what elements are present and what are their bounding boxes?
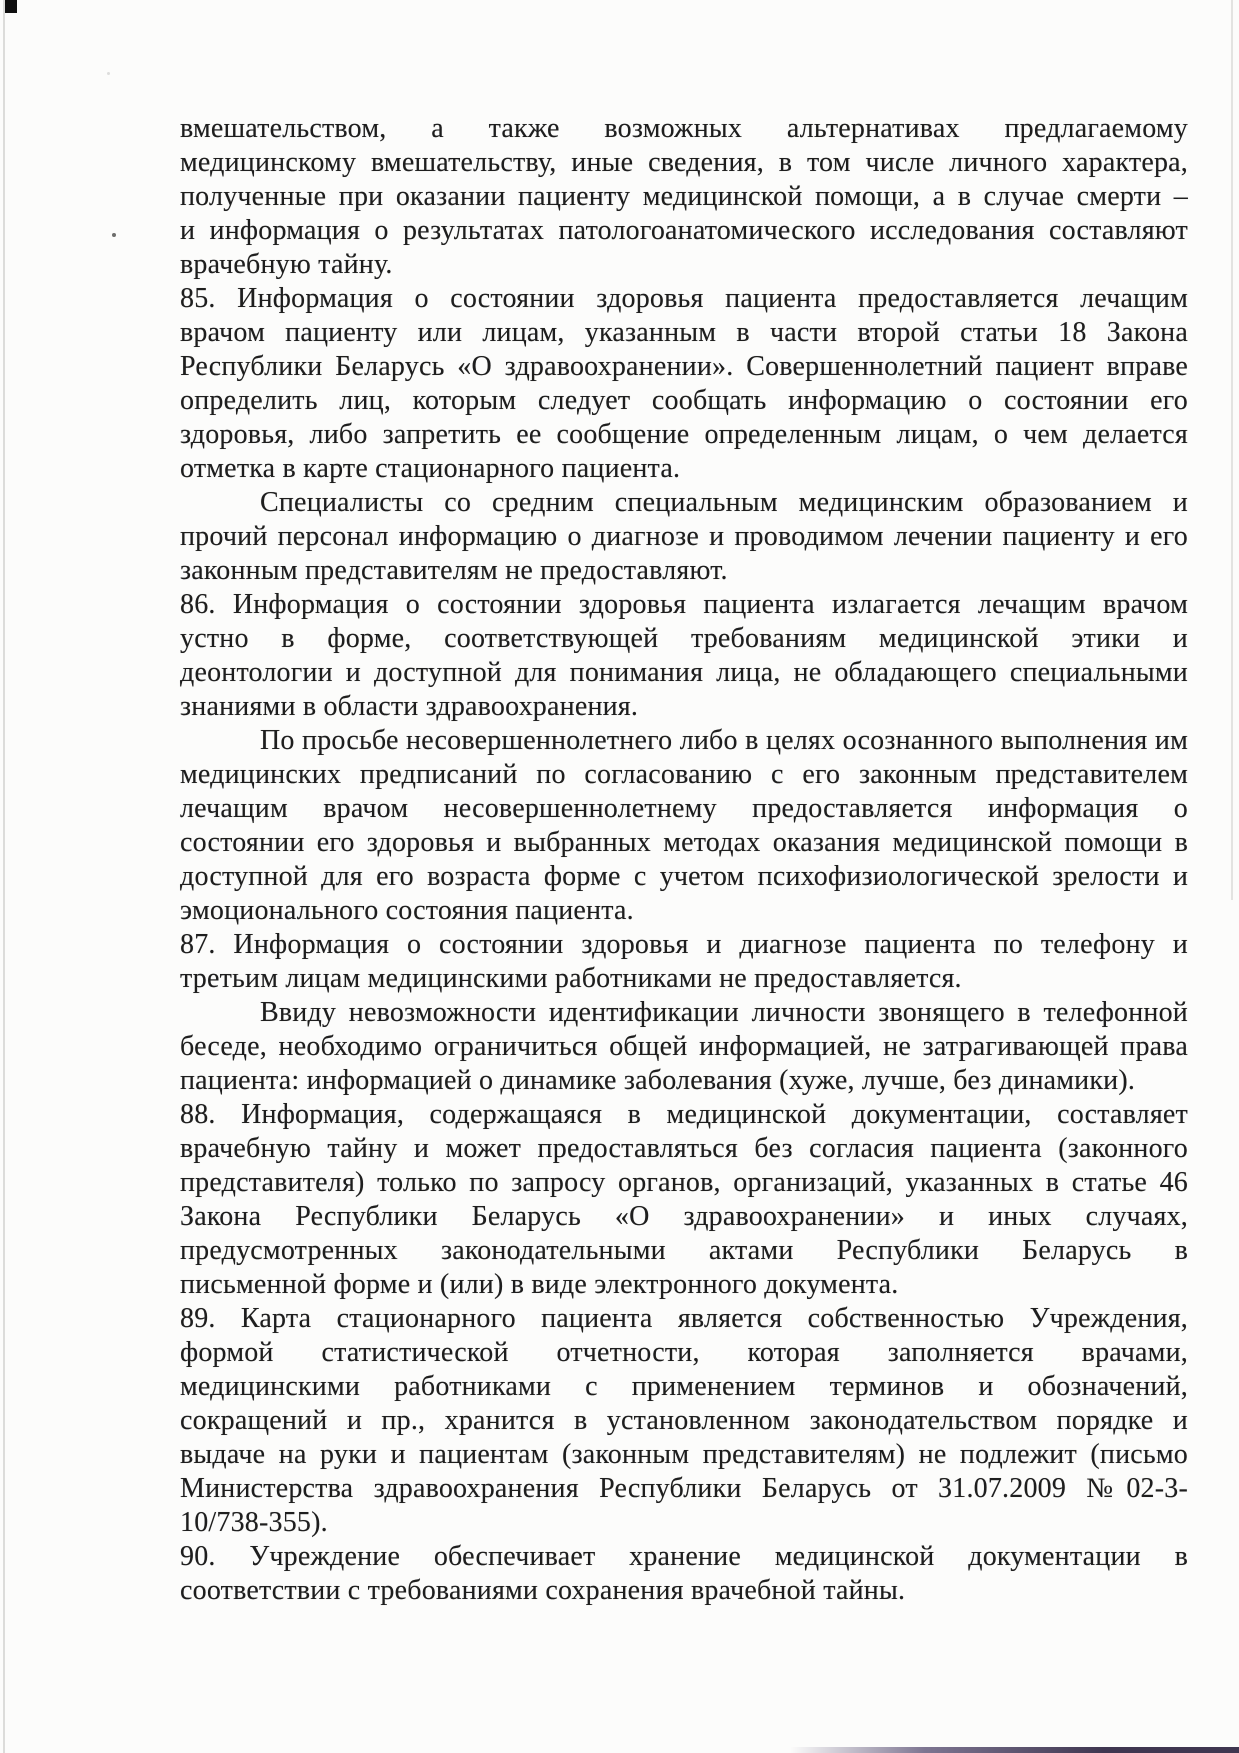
text-line: лечащим врачом несовершеннолетнему предоставляется информация о [180, 793, 1188, 824]
scan-speck-faint [107, 72, 110, 75]
text-line: формой статистической отчетности, которая заполняется врачами, [180, 1337, 1188, 1368]
text-line: врачебную тайну и может предоставляться без согласия пациента (законного [180, 1133, 1188, 1164]
text-line: сокращений и пр., хранится в установленном законодательством порядке и [180, 1405, 1188, 1436]
text-line: 88. Информация, содержащаяся в медицинской документации, составляет [180, 1099, 1188, 1130]
text-line: представителя) только по запросу органов, организаций, указанных в статье 46 [180, 1167, 1188, 1198]
text-line: прочий персонал информацию о диагнозе и проводимом лечении пациенту и его [180, 521, 1188, 552]
scan-edge-line-left [3, 0, 5, 1753]
text-line: 86. Информация о состоянии здоровья пациента излагается лечащим врачом [180, 589, 1188, 620]
text-line: третьим лицам медицинскими работниками не предоставляется. [180, 963, 962, 994]
text-line: и информация о результатах патологоанатомического исследования составляют [180, 215, 1188, 246]
text-line: медицинскому вмешательству, иные сведения, в том числе личного характера, [180, 147, 1188, 178]
text-line: 87. Информация о состоянии здоровья и диагнозе пациента по телефону и [180, 929, 1188, 960]
text-line: вмешательством, а также возможных альтернативах предлагаемому [180, 113, 1188, 144]
text-line: 90. Учреждение обеспечивает хранение медицинской документации в [180, 1541, 1188, 1572]
text-line: беседе, необходимо ограничиться общей информацией, не затрагивающей права [180, 1031, 1188, 1062]
text-line: предусмотренных законодательными актами Республики Беларусь в [180, 1235, 1188, 1266]
text-line: медицинскими работниками с применением терминов и обозначений, [180, 1371, 1188, 1402]
text-line: Республики Беларусь «О здравоохранении». Совершеннолетний пациент вправе [180, 351, 1188, 382]
scan-edge-line-right [1231, 0, 1233, 900]
text-line: деонтологии и доступной для понимания лица, не обладающего специальными [180, 657, 1188, 688]
text-line: соответствии с требованиями сохранения врачебной тайны. [180, 1575, 906, 1606]
text-line: здоровья, либо запретить ее сообщение определенным лицам, о чем делается [180, 419, 1188, 450]
text-line: 89. Карта стационарного пациента является собственностью Учреждения, [180, 1303, 1188, 1334]
text-line: устно в форме, соответствующей требованиям медицинской этики и [180, 623, 1188, 654]
text-line: определить лиц, которым следует сообщать информацию о состоянии его [180, 385, 1188, 416]
text-line: врачом пациенту или лицам, указанным в части второй статьи 18 Закона [180, 317, 1188, 348]
text-line: выдаче на руки и пациентам (законным представителям) не подлежит (письмо [180, 1439, 1188, 1470]
text-line: 10/738-355). [180, 1507, 328, 1538]
document-text-block [180, 112, 1188, 1608]
text-line: состоянии его здоровья и выбранных методах оказания медицинской помощи в [180, 827, 1188, 858]
scan-bottom-shadow-bar [790, 1747, 1239, 1753]
text-line: Специалисты со средним специальным медицинским образованием и [260, 487, 1188, 518]
scan-corner-mark [3, 0, 17, 13]
text-line: знаниями в области здравоохранения. [180, 691, 639, 722]
text-line: письменной форме и (или) в виде электронного документа. [180, 1269, 899, 1300]
text-line: полученные при оказании пациенту медицинской помощи, а в случае смерти – [180, 181, 1188, 212]
text-line: 85. Информация о состоянии здоровья пациента предоставляется лечащим [180, 283, 1188, 314]
text-line: доступной для его возраста форме с учетом психофизиологической зрелости и [180, 861, 1188, 892]
text-line: отметка в карте стационарного пациента. [180, 453, 681, 484]
text-line: законным представителям не предоставляют. [180, 555, 728, 586]
text-line: медицинских предписаний по согласованию с его законным представителем [180, 759, 1188, 790]
text-line: Министерства здравоохранения Республики Беларусь от 31.07.2009 №02-3- [180, 1473, 1188, 1504]
scan-speck-dark [112, 233, 116, 237]
text-line: эмоционального состояния пациента. [180, 895, 634, 926]
text-line: По просьбе несовершеннолетнего либо в целях осознанного выполнения им [260, 725, 1188, 756]
text-line: врачебную тайну. [180, 249, 393, 280]
text-line: пациента: информацией о динамике заболевания (хуже, лучше, без динамики). [180, 1065, 1136, 1096]
text-line: Закона Республики Беларусь «О здравоохранении» и иных случаях, [180, 1201, 1188, 1232]
text-line: Ввиду невозможности идентификации личности звонящего в телефонной [260, 997, 1188, 1028]
